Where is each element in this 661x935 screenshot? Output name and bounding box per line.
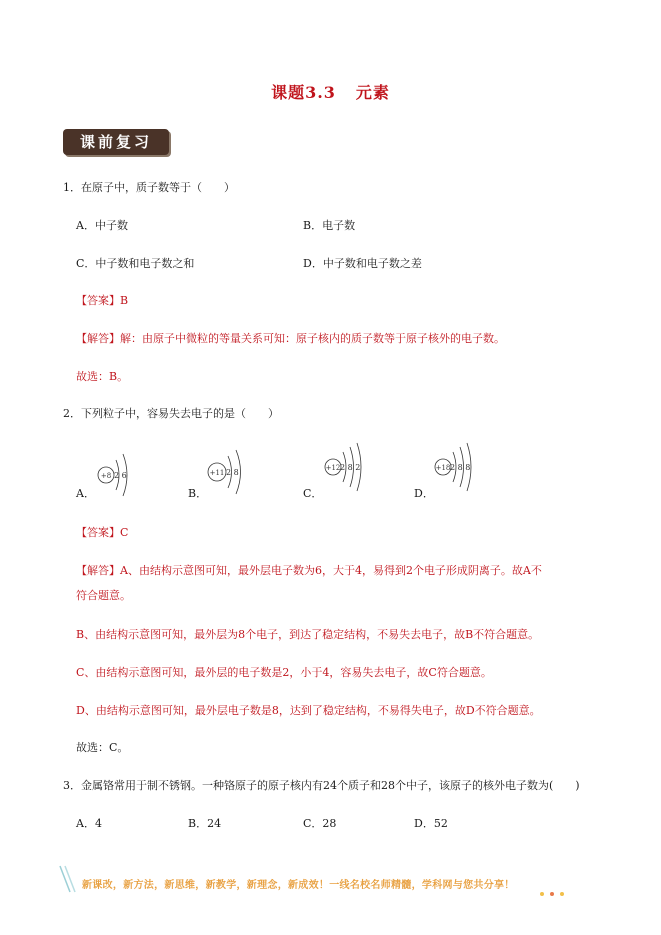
q1-choose: 故选：B。 [76,370,129,383]
shells-d: 2 8 8 [450,463,471,472]
q2-analysis-d: D、由结构示意图可知，最外层电子数是8，达到了稳定结构，不易得失电子，故D不符合题意。 [76,704,541,717]
q2-option-d-label: D． [414,487,434,500]
q1-answer-label: 【答案】 [76,294,120,307]
q1-stem: 1．在原子中，质子数等于（ ） [63,181,235,194]
q1-analysis-label: 【解答】 [76,332,120,345]
q1-answer-value: B [120,294,129,307]
q2-option-a-label: A． [76,487,95,500]
q1-analysis-text: 解：由原子中微粒的等量关系可知：原子核内的质子数等于原子核外的电子数。 [120,332,505,345]
q3-stem: 3．金属铬常用于制不锈钢。一种铬原子的原子核内有24个质子和28个中子，该原子的核外电子数为( ) [63,779,580,792]
q2-atom-diagrams [0,440,661,500]
q1-answer [76,292,128,308]
q3-option-a: A．4 [76,817,102,830]
title-part2: 元素 [355,83,390,102]
footer-dots-icon [540,886,570,899]
atom-diagram-b [205,440,265,498]
shells-a: 2 6 [114,471,127,480]
q2-analysis-b: B、由结构示意图可知，最外层为8个电子，到达了稳定结构，不易失去电子，故B不符合题意。 [76,628,540,641]
footer-slogan: 新课改，新方法，新思维，新教学，新理念，新成效！一线名校名师精髓，学科网与您共分享！ [82,880,515,891]
q1-option-d: D．中子数和电子数之差 [303,257,422,270]
q1-analysis [76,330,505,346]
atom-diagram-c [322,440,382,498]
q1-option-a: A．中子数 [76,219,128,232]
q2-option-c-label: C． [303,487,323,500]
q2-option-b-label: B． [188,487,208,500]
q3-option-c: C．28 [303,817,337,830]
q2-analysis-text-1: A、由结构示意图可知，最外层电子数为6，大于4，易得到2个电子形成阴离子。故A不 [120,564,542,577]
q2-analysis-line2: 符合题意。 [76,589,131,602]
q2-answer [76,524,128,540]
q2-stem: 2．下列粒子中，容易失去电子的是（ ） [63,407,279,420]
q2-choose: 故选：C。 [76,741,129,754]
q2-analysis-label: 【解答】 [76,564,120,577]
nucleus-d: +18 [435,464,451,472]
q3-option-b: B．24 [188,817,222,830]
q2-answer-value: C [120,526,129,539]
title-part1: 课题3.3 [271,83,336,102]
shells-b: 2 8 [226,468,239,477]
shells-c: 2 8 2 [340,463,361,472]
nucleus-a: +8 [100,472,112,480]
q3-option-d: D．52 [414,817,448,830]
q2-analysis-c: C、由结构示意图可知，最外层的电子数是2，小于4，容易失去电子，故C符合题意。 [76,666,492,679]
q2-analysis-line1 [76,562,542,578]
q2-answer-label: 【答案】 [76,526,120,539]
nucleus-c: +12 [325,464,341,472]
q1-option-b: B．电子数 [303,219,356,232]
atom-diagram-a [94,440,154,498]
footer-slash-icon [56,864,80,894]
atom-diagram-d [432,440,492,498]
page-title [0,80,661,103]
section-badge: 课前复习 [63,129,169,155]
q1-option-c: C．中子数和电子数之和 [76,257,195,270]
nucleus-b: +11 [209,469,225,477]
